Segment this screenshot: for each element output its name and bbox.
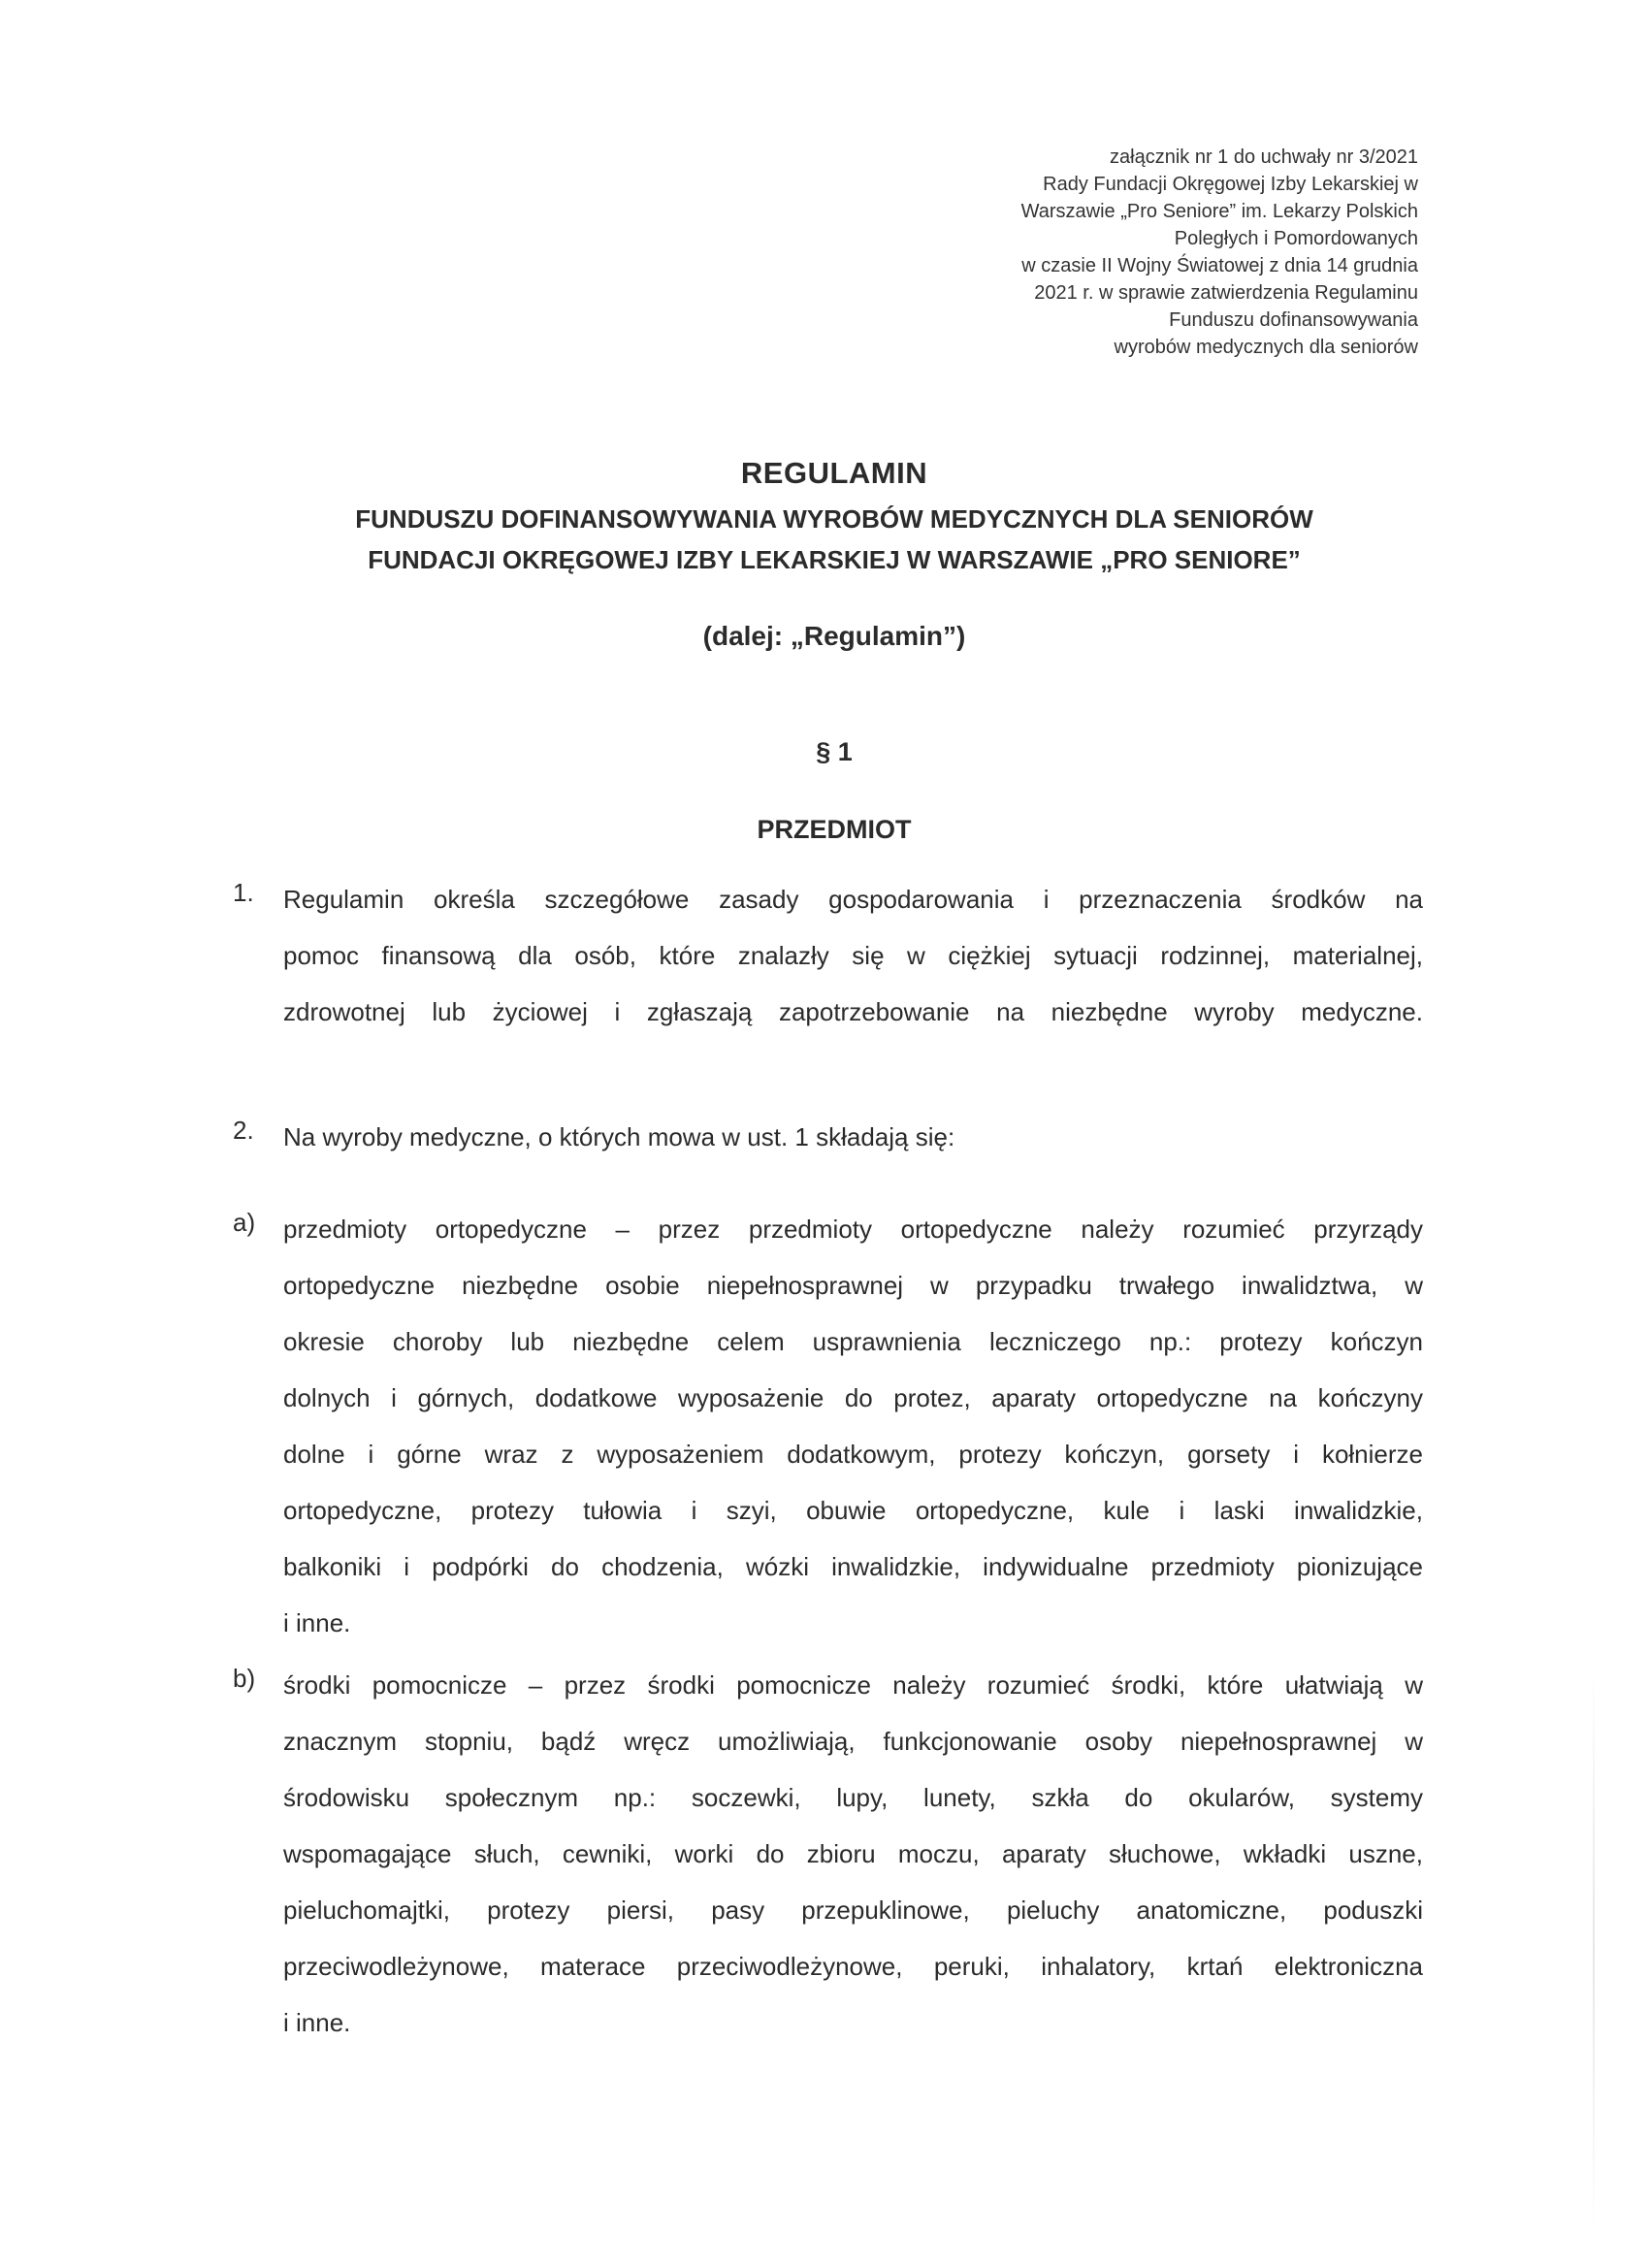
annex-line: Funduszu dofinansowywania	[1169, 309, 1418, 331]
annex-line: w czasie II Wojny Światowej z dnia 14 grudnia	[1021, 255, 1418, 276]
annex-line: Warszawie „Pro Seniore” im. Lekarzy Polskich	[1020, 201, 1418, 222]
item-marker: a)	[233, 1208, 256, 1237]
document-subtitle-line-2: FUNDACJI OKRĘGOWEJ IZBY LEKARSKIEJ W WARSZAWIE „PRO SENIORE”	[368, 545, 1301, 574]
text-line: ortopedyczne, protezy tułowia i szyi, obuwie ortopedyczne, kule i laski inwalidzkie,	[283, 1496, 1423, 1525]
text-line: pieluchomajtki, protezy piersi, pasy przepuklinowe, pieluchy anatomiczne, poduszki	[283, 1895, 1423, 1925]
text-line: dolne i górne wraz z wyposażeniem dodatkowym, protezy kończyn, gorsety i kołnierze	[283, 1440, 1423, 1469]
annex-line: wyrobów medycznych dla seniorów	[1114, 337, 1418, 358]
text-line: zdrowotnej lub życiowej i zgłaszają zapotrzebowanie na niezbędne wyroby medyczne.	[283, 997, 1423, 1026]
text-line: i inne.	[283, 1608, 351, 1637]
item-marker: 2.	[233, 1116, 254, 1145]
section-number: § 1	[816, 737, 853, 766]
document-title: REGULAMIN	[740, 456, 928, 490]
text-line: przedmioty ortopedyczne – przez przedmioty ortopedyczne należy rozumieć przyrządy	[283, 1215, 1423, 1244]
item-content	[283, 1664, 1423, 2057]
item-marker: b)	[233, 1664, 256, 1693]
item-content	[283, 1116, 1423, 1172]
text-line: znacznym stopniu, bądź wręcz umożliwiają, funkcjonowanie osoby niepełnosprawnej w	[283, 1727, 1423, 1756]
document-short-name: (dalej: „Regulamin”)	[702, 621, 966, 651]
item-marker: 1.	[233, 878, 254, 907]
item-content	[283, 878, 1423, 1047]
annex-line: Poległych i Pomordowanych	[1174, 228, 1418, 249]
text-line: Regulamin określa szczegółowe zasady gospodarowania i przeznaczenia środków na	[283, 885, 1423, 914]
text-line: i inne.	[283, 2008, 351, 2037]
text-line: przeciwodleżynowe, materace przeciwodleżynowe, peruki, inhalatory, krtań elektroniczna	[283, 1952, 1423, 1981]
annex-note	[914, 144, 1418, 361]
text-line: Na wyroby medyczne, o których mowa w ust. 1 składają się:	[283, 1122, 955, 1151]
text-line: pomoc finansową dla osób, które znalazły się w ciężkiej sytuacji rodzinnej, materialnej,	[283, 941, 1423, 970]
item-content	[283, 1208, 1423, 1658]
text-line: ortopedyczne niezbędne osobie niepełnosprawnej w przypadku trwałego inwalidztwa, w	[283, 1271, 1423, 1300]
text-line: dolnych i górnych, dodatkowe wyposażenie do protez, aparaty ortopedyczne na kończyny	[283, 1383, 1423, 1412]
document-subtitle-line-1: FUNDUSZU DOFINANSOWYWANIA WYROBÓW MEDYCZNYCH DLA SENIORÓW	[355, 504, 1313, 534]
section-heading: PRZEDMIOT	[757, 815, 912, 844]
text-line: okresie choroby lub niezbędne celem usprawnienia leczniczego np.: protezy kończyn	[283, 1327, 1423, 1356]
scan-edge-shadow	[1593, 1669, 1595, 2231]
annex-line: Rady Fundacji Okręgowej Izby Lekarskiej w	[1043, 174, 1418, 195]
text-line: wspomagające słuch, cewniki, worki do zbioru moczu, aparaty słuchowe, wkładki uszne,	[283, 1839, 1423, 1868]
text-line: balkoniki i podpórki do chodzenia, wózki inwalidzkie, indywidualne przedmioty pionizujące	[283, 1552, 1423, 1581]
annex-line: 2021 r. w sprawie zatwierdzenia Regulaminu	[1034, 282, 1418, 304]
text-line: środki pomocnicze – przez środki pomocnicze należy rozumieć środki, które ułatwiają w	[283, 1670, 1423, 1700]
text-line: środowisku społecznym np.: soczewki, lupy, lunety, szkła do okularów, systemy	[283, 1783, 1423, 1812]
annex-line: załącznik nr 1 do uchwały nr 3/2021	[1110, 146, 1418, 168]
